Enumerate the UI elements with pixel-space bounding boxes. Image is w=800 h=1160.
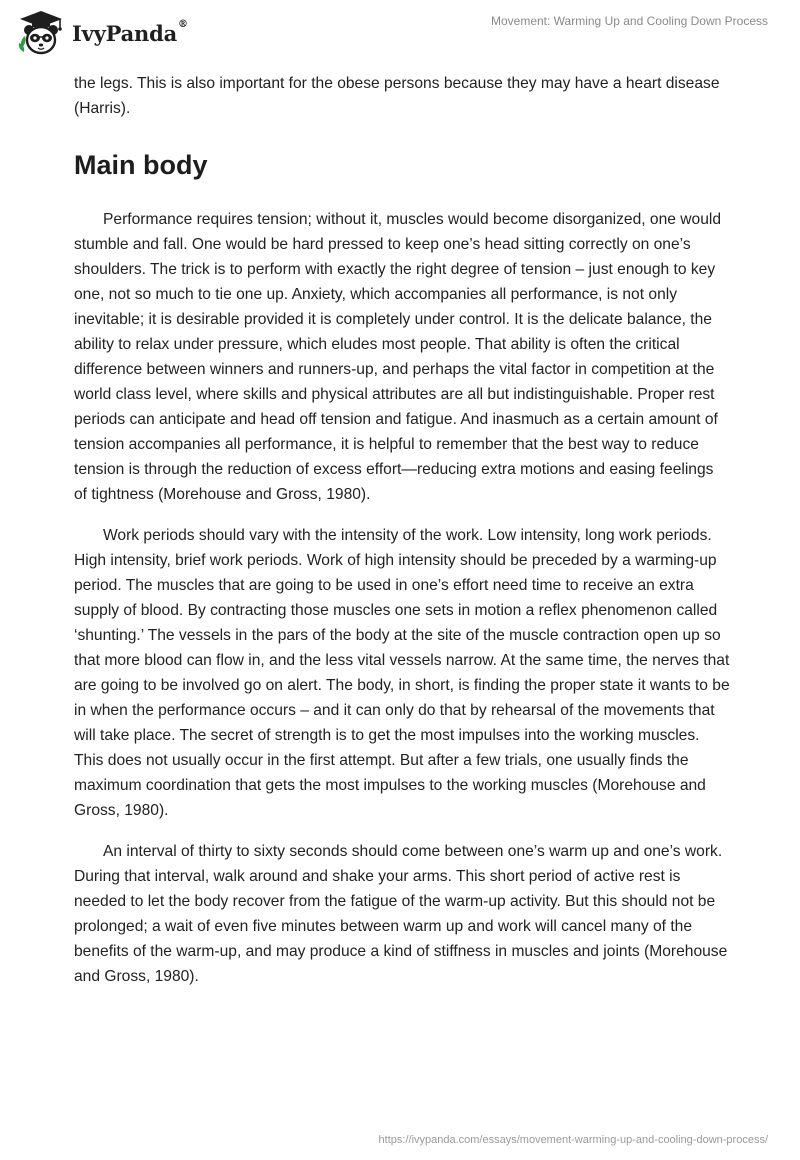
body-paragraph: An interval of thirty to sixty seconds should come between one’s warm up and one’s work. During that interval, walk around and shake your arms. This short period of active rest is needed to let the body recover from the fatigue of the warm-up activity. But this should not be prolonged; a wait of even five minutes between warm up and work will cancel many of the benefits of the warm-up, and may produce a kind of stiffness in muscles and joints (Morehouse and Gross, 1980). — [74, 843, 728, 985]
document-title: Movement: Warming Up and Cooling Down Process — [490, 14, 768, 28]
panda-graduate-icon — [16, 8, 66, 58]
body-paragraph: Performance requires tension; without it, muscles would become disorganized, one would stumble and fall. One would be hard pressed to keep one’s head sitting correctly on one’s shoulders. The trick is to perform with exactly the right degree of tension – just enough to key one, not so much to tie one up. Anxiety, which accompanies all performance, is not only inevitable; it is desirable provided it is completely under control. It is the delicate balance, the ability to relax under pressure, which eludes most people. That ability is often the critical difference between winners and runners-up, and perhaps the vital factor in competition at the world class level, where skills and physical attributes are all but indistinguishable. Proper rest periods can anticipate and head off tension and fatigue. And inasmuch as a certain amount of tension accompanies all performance, it is helpful to remember that the best way to reduce tension is through the reduction of excess effort—reducing extra motions and easing feelings of tightness (Morehouse and Gross, 1980). — [74, 211, 722, 503]
section-heading: Main body — [74, 150, 208, 180]
brand-logo[interactable] — [16, 8, 188, 58]
brand-name: IvyPanda® — [72, 18, 188, 46]
source-url-link[interactable]: https://ivypanda.com/essays/movement-warming-up-and-cooling-down-process/ — [378, 1134, 768, 1146]
essay-content — [74, 71, 730, 989]
intro-paragraph-tail: the legs. This is also important for the obese persons because they may have a heart disease (Harris). — [74, 75, 720, 117]
body-paragraph: Work periods should vary with the intensity of the work. Low intensity, long work periods. High intensity, brief work periods. Work of high intensity should be preceded by a warming-up period. The muscles that are going to be used in one’s effort need time to receive an extra supply of blood. By contracting those muscles one sets in motion a reflex phenomenon called ‘shunting.’ The vessels in the pars of the body at the site of the muscle contraction open up so that more blood can flow in, and the less vital vessels narrow. At the same time, the nerves that are going to be involved go on alert. The body, in short, is finding the proper state it wants to be in when the performance occurs – and it can only do that by rehearsal of the movements that will take place. The secret of strength is to get the most impulses into the working muscles. This does not usually occur in the first attempt. But after a few trials, one usually finds the maximum coordination that gets the most impulses to the working muscles (Morehouse and Gross, 1980). — [74, 527, 730, 819]
registered-mark: ® — [178, 18, 188, 30]
page-header — [0, 0, 800, 62]
